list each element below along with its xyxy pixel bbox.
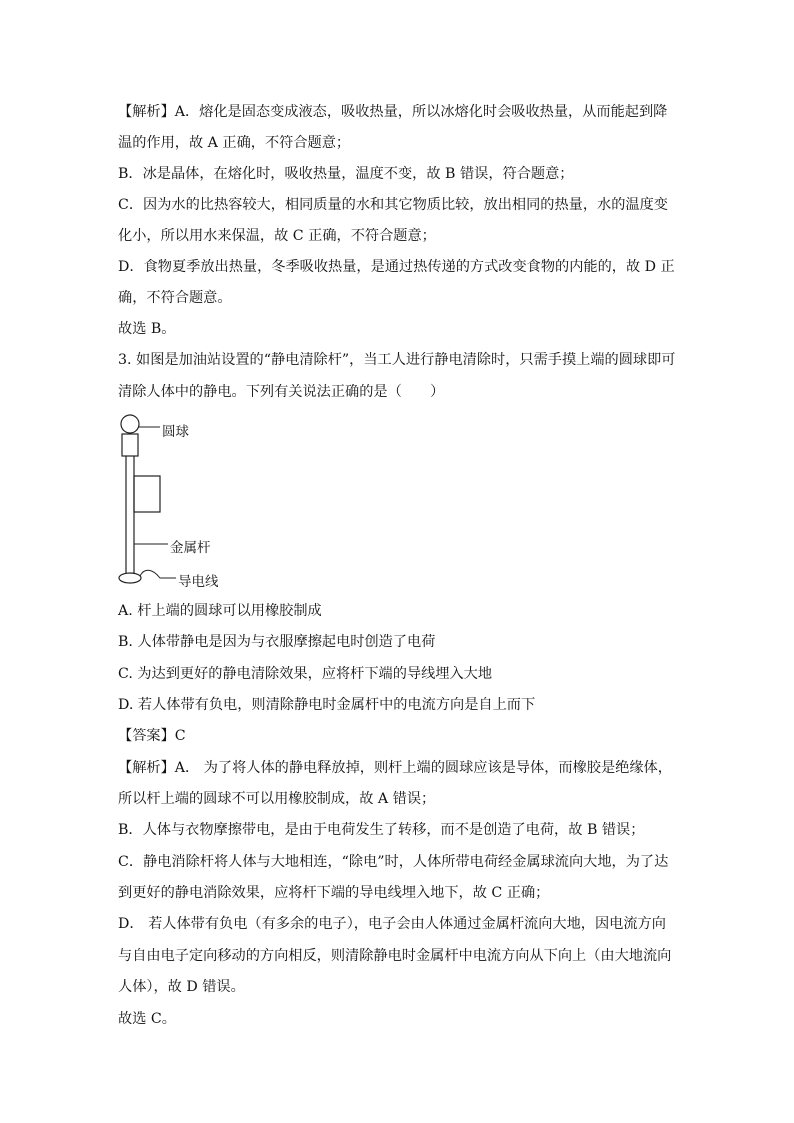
rod-label: 金属杆: [170, 540, 211, 556]
option-a: A. 杆上端的圆球可以用橡胶制成: [118, 603, 322, 619]
wire-shape: [140, 570, 176, 578]
text-line: B．人体与衣物摩擦带电，是由于电荷发生了转移，而不是创造了电荷，故 B 错误；: [118, 822, 645, 838]
connector-block: [122, 434, 138, 456]
text-line: B．冰是晶体，在熔化时，吸收热量，温度不变，故 B 错误，符合题意；: [118, 166, 574, 182]
text-line: 化小，所以用水来保温，故 C 正确，不符合题意；: [118, 228, 436, 244]
question-line: 清除人体中的静电。下列有关说法正确的是（ ）: [118, 384, 445, 400]
question-line: 3. 如图是加油站设置的“静电清除杆”，当工人进行静电清除时，只需手摸上端的圆球即可: [118, 352, 676, 368]
text-line: C．静电消除杆将人体与大地相连，“除电”时，人体所带电荷经金属球流向大地，为了达: [118, 854, 669, 870]
text-line: 所以杆上端的圆球不可以用橡胶制成，故 A 错误；: [118, 791, 436, 807]
text-line: 温的作用，故 A 正确，不符合题意；: [118, 135, 351, 151]
text-line: C．因为水的比热容较大，相同质量的水和其它物质比较，放出相同的热量，水的温度变: [118, 197, 668, 213]
base-shape: [119, 573, 141, 583]
text-line: D． 若人体带有负电（有多余的电子），电子会由人体通过金属杆流向大地，因电流方向: [118, 916, 666, 932]
static-rod-figure: [110, 410, 250, 590]
text-line: 【解析】A．熔化是固态变成液态，吸收热量，所以冰熔化时会吸收热量，从而能起到降: [118, 104, 668, 120]
ball-label: 圆球: [162, 424, 189, 440]
option-b: B. 人体带静电是因为与衣服摩擦起电时创造了电荷: [118, 634, 436, 650]
text-line: 到更好的静电消除效果，应将杆下端的导电线埋入地下，故 C 正确；: [118, 885, 550, 901]
text-line: 与自由电子定向移动的方向相反，则清除静电时金属杆中电流方向从下向上（由大地流向: [118, 948, 672, 964]
option-c: C. 为达到更好的静电清除效果，应将杆下端的导线埋入大地: [118, 666, 493, 682]
wire-label: 导电线: [178, 574, 219, 590]
text-line: 【解析】A． 为了将人体的静电释放掉，则杆上端的圆球应该是导体，而橡胶是绝缘体，: [118, 760, 672, 776]
ball-shape: [121, 415, 139, 433]
text-line: D．食物夏季放出热量，冬季吸收热量，是通过热传递的方式改变食物的内能的，故 D 正: [118, 259, 675, 275]
text-line: 确，不符合题意。: [118, 290, 232, 306]
text-line: 故选 C。: [118, 1011, 176, 1027]
answer-line: 【答案】C: [118, 728, 186, 744]
text-line: 故选 B。: [118, 321, 176, 337]
side-box: [134, 476, 160, 512]
option-d: D. 若人体带有负电，则清除静电时金属杆中的电流方向是自上而下: [118, 697, 536, 713]
text-line: 人体），故 D 错误。: [118, 979, 245, 995]
